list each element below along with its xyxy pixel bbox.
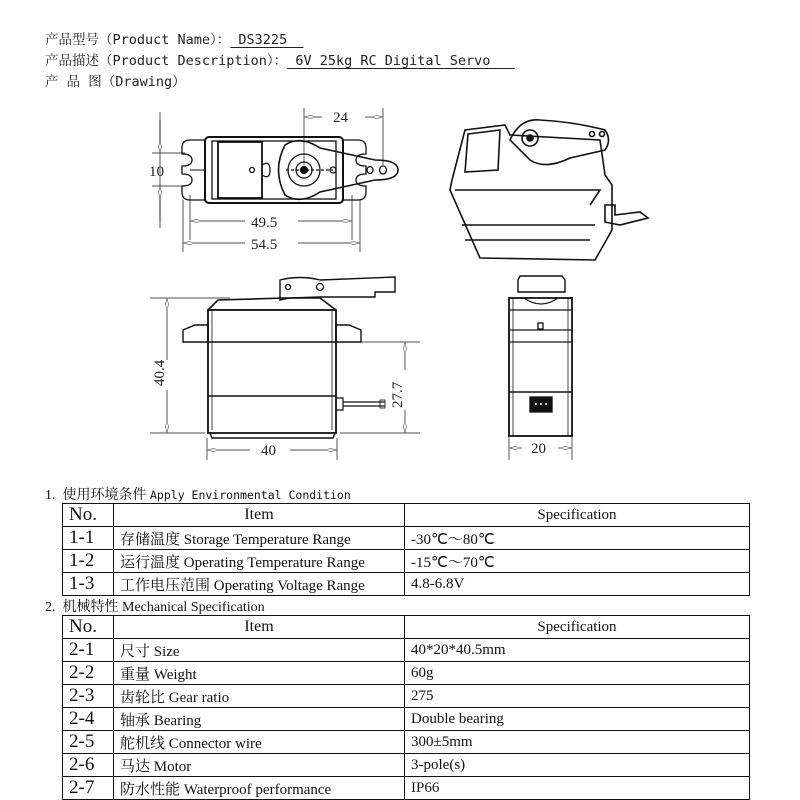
column-header-no: No.	[63, 616, 114, 639]
table-header-row	[63, 504, 750, 527]
row-no: 2-5	[63, 731, 114, 754]
column-header-specification: Specification	[405, 504, 750, 527]
dim-outer-width: 54.5	[251, 237, 278, 253]
product-name-value: DS3225	[230, 32, 304, 48]
dim-inner-width: 49.5	[251, 215, 278, 231]
table-row	[63, 754, 750, 777]
row-no: 1-3	[63, 573, 114, 596]
dim-mount-height: 27.7	[390, 381, 406, 408]
section2-title-cn: 机械特性	[62, 600, 119, 615]
mechanical-table	[62, 615, 750, 800]
column-header-no: No.	[63, 504, 114, 527]
row-spec: 275	[405, 685, 750, 708]
row-spec: 300±5mm	[405, 731, 750, 754]
dim-horn: 24	[333, 110, 348, 126]
row-no: 2-4	[63, 708, 114, 731]
section2-heading	[45, 596, 265, 616]
row-no: 1-1	[63, 527, 114, 550]
dim-side-height: 40.4	[152, 359, 168, 386]
dim-top-height: 10	[149, 164, 164, 180]
row-item: 存储温度 Storage Temperature Range	[114, 527, 405, 550]
row-no: 1-2	[63, 550, 114, 573]
environmental-table	[62, 503, 750, 596]
table-row	[63, 527, 750, 550]
table-row	[63, 662, 750, 685]
row-no: 2-2	[63, 662, 114, 685]
row-item: 尺寸 Size	[114, 639, 405, 662]
dim-end-width: 20	[531, 441, 546, 457]
table-row	[63, 550, 750, 573]
row-spec: 4.8-6.8V	[405, 573, 750, 596]
column-header-specification: Specification	[405, 616, 750, 639]
row-item: 工作电压范围 Operating Voltage Range	[114, 573, 405, 596]
column-header-item: Item	[114, 616, 405, 639]
dim-side-width: 40	[261, 443, 276, 459]
row-no: 2-6	[63, 754, 114, 777]
row-item: 舵机线 Connector wire	[114, 731, 405, 754]
section2-title-en: Mechanical Specification	[122, 600, 265, 615]
row-spec: 60g	[405, 662, 750, 685]
section1-number: 1.	[45, 488, 56, 503]
table-header-row	[63, 616, 750, 639]
row-spec: -30℃～80℃	[405, 527, 750, 550]
row-spec: 40*20*40.5mm	[405, 639, 750, 662]
row-item: 轴承 Bearing	[114, 708, 405, 731]
row-item: 马达 Motor	[114, 754, 405, 777]
product-name-label: 产品型号（Product Name）：	[45, 32, 231, 48]
drawing-label: 产 品 图（Drawing）	[45, 74, 186, 90]
column-header-item: Item	[114, 504, 405, 527]
section1-heading	[45, 484, 351, 504]
row-item: 防水性能 Waterproof performance	[114, 777, 405, 800]
table-row	[63, 708, 750, 731]
row-no: 2-1	[63, 639, 114, 662]
product-description-value: 6V 25kg RC Digital Servo	[287, 53, 515, 69]
section1-title-en: Apply Environmental Condition	[150, 488, 351, 502]
row-spec: 3-pole(s)	[405, 754, 750, 777]
end-view	[509, 276, 572, 460]
section2-number: 2.	[45, 600, 56, 615]
table-row	[63, 639, 750, 662]
product-description-label: 产品描述（Product Description）：	[45, 53, 288, 69]
row-no: 2-7	[63, 777, 114, 800]
row-item: 运行温度 Operating Temperature Range	[114, 550, 405, 573]
table-row	[63, 573, 750, 596]
table-row	[63, 777, 750, 800]
row-spec: -15℃～70℃	[405, 550, 750, 573]
section1-title-cn: 使用环境条件	[62, 488, 147, 503]
table-row	[63, 685, 750, 708]
row-spec: Double bearing	[405, 708, 750, 731]
row-no: 2-3	[63, 685, 114, 708]
table-row	[63, 731, 750, 754]
row-item: 重量 Weight	[114, 662, 405, 685]
side-view	[150, 277, 420, 460]
row-item: 齿轮比 Gear ratio	[114, 685, 405, 708]
row-spec: IP66	[405, 777, 750, 800]
isometric-view	[450, 120, 648, 260]
top-view	[149, 108, 398, 253]
